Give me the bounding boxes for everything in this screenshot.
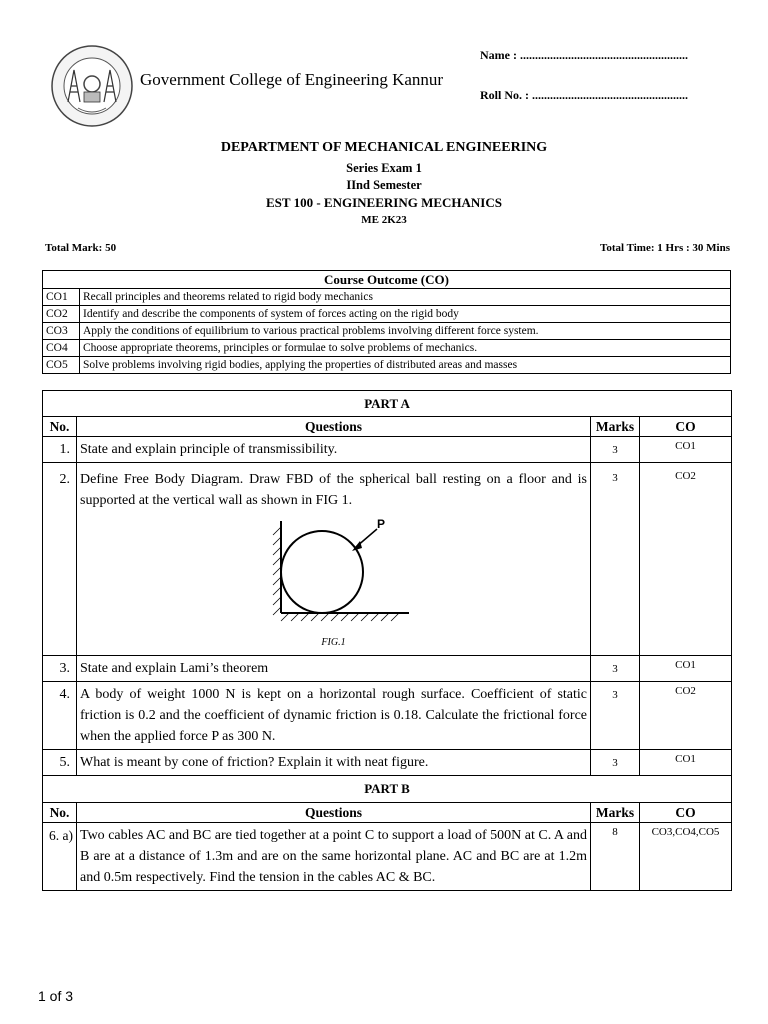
course-outcome-title: Course Outcome (CO) [43, 271, 731, 289]
column-marks: Marks [591, 417, 640, 437]
question-number: 1. [43, 437, 77, 463]
name-field[interactable]: Name : ........................................................ [480, 48, 688, 62]
co-text: Recall principles and theorems related to rigid body mechanics [80, 289, 731, 306]
question-co: CO1 [640, 656, 732, 682]
part-b-title: PART B [43, 776, 732, 803]
figure-caption: FIG.1 [321, 637, 346, 648]
question-text: State and explain principle of transmissibility. [77, 437, 591, 463]
total-time: Total Time: 1 Hrs : 30 Mins [600, 242, 730, 254]
co-code: CO3 [43, 323, 80, 340]
co-row [43, 357, 731, 374]
question-text: A body of weight 1000 N is kept on a horizontal rough surface. Coefficient of static friction is 0.2 and the coefficient of dynamic friction is 0.18. Calculate the frictional force when the applied force P as 300 N. [77, 682, 591, 750]
exam-series: Series Exam 1 [346, 161, 422, 175]
total-mark: Total Mark: 50 [45, 242, 117, 254]
question-row [43, 682, 732, 750]
co-text: Solve problems involving rigid bodies, applying the properties of distributed areas and masses [80, 357, 731, 374]
question-text: Define Free Body Diagram. Draw FBD of the spherical ball resting on a floor and is supported at the vertical wall as shown in FIG 1. [80, 472, 587, 508]
force-label-p: P [376, 517, 385, 531]
co-text: Identify and describe the components of system of forces acting on the rigid body [80, 306, 731, 323]
ball-wall-diagram [259, 515, 409, 627]
question-number: 3. [43, 656, 77, 682]
question-number: 4. [43, 682, 77, 750]
table-header-row [43, 803, 732, 823]
questions-table [42, 390, 732, 891]
figure-1 [80, 515, 587, 653]
question-number: 5. [43, 750, 77, 776]
semester: IInd Semester [346, 178, 422, 192]
column-no: No. [43, 417, 77, 437]
question-marks: 8 [591, 823, 640, 891]
question-co: CO3,CO4,CO5 [640, 823, 732, 891]
question-text: Two cables AC and BC are tied together at a point C to support a load of 500N at C. A and B are at a distance of 1.3m and are on the same horizontal plane. AC and BC are at 1.2m and 0.5m respectively. Find the tension in the cables AC & BC. [77, 823, 591, 891]
question-row [43, 437, 732, 463]
question-cell [77, 463, 591, 656]
roll-number-field[interactable]: Roll No. : .................................................... [480, 88, 688, 102]
question-marks: 3 [591, 463, 640, 656]
part-a-title: PART A [43, 391, 732, 417]
question-marks: 3 [591, 750, 640, 776]
course-title: EST 100 - ENGINEERING MECHANICS [266, 195, 502, 210]
department-title: DEPARTMENT OF MECHANICAL ENGINEERING [220, 140, 548, 155]
co-text: Choose appropriate theorems, principles or formulae to solve problems of mechanics. [80, 340, 731, 357]
question-marks: 3 [591, 437, 640, 463]
co-code: CO5 [43, 357, 80, 374]
co-code: CO1 [43, 289, 80, 306]
column-co: CO [640, 417, 732, 437]
question-text: What is meant by cone of friction? Explain it with neat figure. [77, 750, 591, 776]
question-co: CO1 [640, 437, 732, 463]
column-questions: Questions [77, 417, 591, 437]
co-row [43, 306, 731, 323]
course-outcome-table [42, 270, 731, 374]
batch: ME 2K23 [361, 214, 407, 226]
question-number: 2. [43, 463, 77, 656]
co-code: CO2 [43, 306, 80, 323]
question-marks: 3 [591, 656, 640, 682]
question-row [43, 823, 732, 891]
co-row [43, 289, 731, 306]
co-text: Apply the conditions of equilibrium to various practical problems involving different force system. [80, 323, 731, 340]
column-questions: Questions [77, 803, 591, 823]
question-co: CO2 [640, 463, 732, 656]
question-row [43, 750, 732, 776]
college-name: Government College of Engineering Kannur [140, 70, 444, 89]
question-row [43, 463, 732, 656]
question-co: CO1 [640, 750, 732, 776]
co-row [43, 323, 731, 340]
question-number: 6. a) [43, 823, 77, 891]
question-marks: 3 [591, 682, 640, 750]
question-co: CO2 [640, 682, 732, 750]
question-text: State and explain Lami’s theorem [77, 656, 591, 682]
column-no: No. [43, 803, 77, 823]
co-row [43, 340, 731, 357]
co-code: CO4 [43, 340, 80, 357]
column-marks: Marks [591, 803, 640, 823]
table-header-row [43, 417, 732, 437]
column-co: CO [640, 803, 732, 823]
question-row [43, 656, 732, 682]
page-number: 1 of 3 [38, 988, 74, 1004]
college-emblem-icon [48, 40, 136, 136]
